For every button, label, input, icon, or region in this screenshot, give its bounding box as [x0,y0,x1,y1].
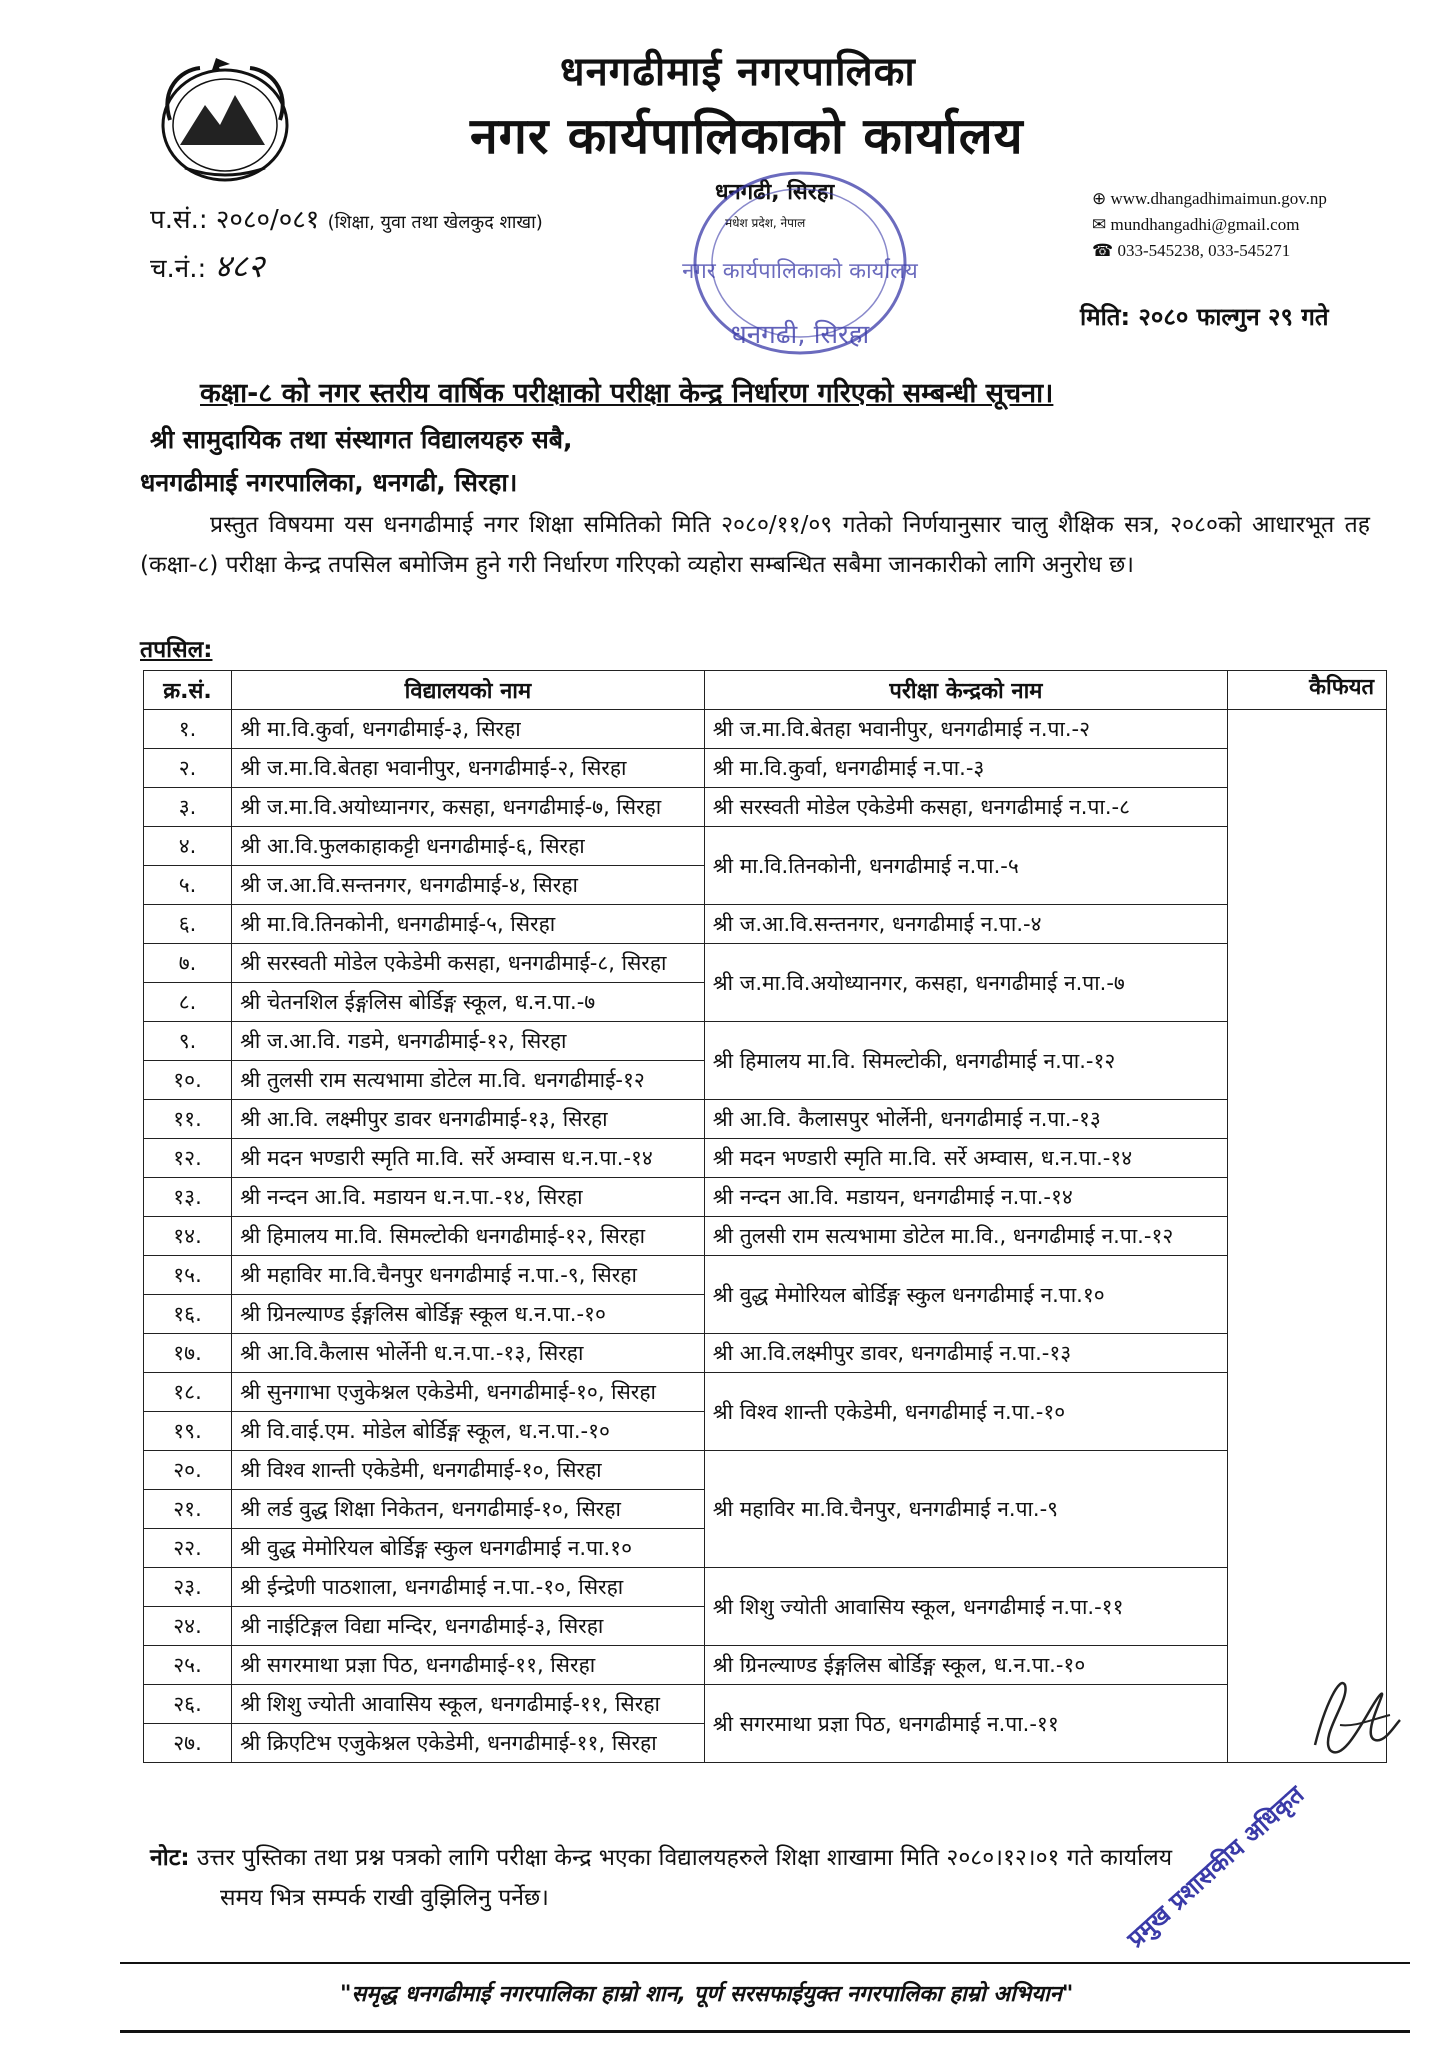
school-name-cell: श्री सरस्वती मोडेल एकेडेमी कसहा, धनगढीमाई-८, सिरहा [232,944,705,983]
school-name-cell: श्री महाविर मा.वि.चैनपुर धनगढीमाई न.पा.-९, सिरहा [232,1256,705,1295]
table-row [144,710,1387,749]
header-center: परीक्षा केन्द्रको नाम [704,671,1227,710]
signature [1300,1665,1410,1775]
municipality-name: धनगढीमाई नगरपालिका [560,49,916,95]
globe-icon: ⊕ [1092,189,1107,208]
serial-number-cell: ९. [144,1022,232,1061]
letter-subject: कक्षा-८ को नगर स्तरीय वार्षिक परीक्षाको परीक्षा केन्द्र निर्धारण गरिएको सम्बन्धी सूचना। [200,378,1054,409]
exam-center-cell: श्री हिमालय मा.वि. सिमल्टोकी, धनगढीमाई न.पा.-१२ [704,1022,1227,1100]
dispatch-number [150,244,264,287]
office-stamp [680,168,920,378]
ref-dept: (शिक्षा, युवा तथा खेलकुद शाखा) [327,212,543,233]
school-name-cell: श्री लर्ड वुद्ध शिक्षा निकेतन, धनगढीमाई-१०, सिरहा [232,1490,705,1529]
school-name-cell: श्री मा.वि.तिनकोनी, धनगढीमाई-५, सिरहा [232,905,705,944]
serial-number-cell: ७. [144,944,232,983]
exam-center-cell: श्री ग्रिनल्याण्ड ईङ्गलिस बोर्डिङ्ग स्कूल, ध.न.पा.-१० [704,1646,1227,1685]
exam-center-table [143,670,1387,1763]
serial-number-cell: ११. [144,1100,232,1139]
table-row [144,1334,1387,1373]
header-serial: क्र.सं. [144,671,232,710]
serial-number-cell: १०. [144,1061,232,1100]
school-name-cell: श्री आ.वि.कैलास भोर्लेनी ध.न.पा.-१३, सिरहा [232,1334,705,1373]
header-remarks: कैफियत [1228,671,1387,710]
signatory-title: प्रमुख प्रशासकीय अधिकृत [1122,1780,1310,1954]
school-name-cell: श्री ज.आ.वि. गडमे, धनगढीमाई-१२, सिरहा [232,1022,705,1061]
exam-center-cell: श्री मा.वि.कुर्वा, धनगढीमाई न.पा.-३ [704,749,1227,788]
serial-number-cell: २१. [144,1490,232,1529]
note-text-continued: समय भित्र सम्पर्क राखी वुझिलिनु पर्नेछ। [220,1885,549,1911]
table-row [144,1100,1387,1139]
serial-number-cell: २. [144,749,232,788]
reference-number [150,200,543,236]
serial-number-cell: २६. [144,1685,232,1724]
serial-number-cell: २०. [144,1451,232,1490]
footer-divider-bottom [120,2030,1410,2033]
exam-center-cell: श्री सरस्वती मोडेल एकेडेमी कसहा, धनगढीमाई न.पा.-८ [704,788,1227,827]
school-name-cell: श्री तुलसी राम सत्यभामा डोटेल मा.वि. धनगढीमाई-१२ [232,1061,705,1100]
table-row [144,1451,1387,1490]
school-name-cell: श्री वि.वाई.एम. मोडेल बोर्डिङ्ग स्कूल, ध.न.पा.-१० [232,1412,705,1451]
school-name-cell: श्री आ.वि. लक्ष्मीपुर डावर धनगढीमाई-१३, सिरहा [232,1100,705,1139]
table-row [144,1256,1387,1295]
school-name-cell: श्री शिशु ज्योती आवासिय स्कूल, धनगढीमाई-११, सिरहा [232,1685,705,1724]
note-text: उत्तर पुस्तिका तथा प्रश्न पत्रको लागि परीक्षा केन्द्र भएका विद्यालयहरुले शिक्षा शाखामा मिति २०८०।१२।०१ गते कार्यालय [196,1845,1173,1871]
office-province: मधेश प्रदेश, नेपाल [725,216,806,230]
note-label: नोट: [150,1845,190,1871]
table-row [144,749,1387,788]
contact-block [1092,186,1327,264]
table-row [144,1685,1387,1724]
school-name-cell: श्री हिमालय मा.वि. सिमल्टोकी धनगढीमाई-१२, सिरहा [232,1217,705,1256]
serial-number-cell: २२. [144,1529,232,1568]
exam-center-cell: श्री महाविर मा.वि.चैनपुर, धनगढीमाई न.पा.-९ [704,1451,1227,1568]
office-name: नगर कार्यपालिकाको कार्यालय [470,107,1024,165]
serial-number-cell: ४. [144,827,232,866]
email-row [1092,212,1327,238]
exam-center-cell: श्री ज.मा.वि.बेतहा भवानीपुर, धनगढीमाई न.पा.-२ [704,710,1227,749]
school-name-cell: श्री क्रिएटिभ एजुकेश्नल एकेडेमी, धनगढीमाई-११, सिरहा [232,1724,705,1763]
phone-row [1092,238,1327,264]
school-name-cell: श्री सगरमाथा प्रज्ञा पिठ, धनगढीमाई-११, सिरहा [232,1646,705,1685]
serial-number-cell: ३. [144,788,232,827]
serial-number-cell: २४. [144,1607,232,1646]
exam-center-cell: श्री वुद्ध मेमोरियल बोर्डिङ्ग स्कुल धनगढीमाई न.पा.१० [704,1256,1227,1334]
tapsil-label: तपसिल: [140,637,213,663]
school-name-cell: श्री ईन्द्रेणी पाठशाला, धनगढीमाई न.पा.-१०, सिरहा [232,1568,705,1607]
exam-center-cell: श्री आ.वि. कैलासपुर भोर्लेनी, धनगढीमाई न.पा.-१३ [704,1100,1227,1139]
table-row [144,1022,1387,1061]
serial-number-cell: ६. [144,905,232,944]
serial-number-cell: १२. [144,1139,232,1178]
email-icon: ✉ [1092,215,1107,234]
school-name-cell: श्री ज.मा.वि.बेतहा भवानीपुर, धनगढीमाई-२, सिरहा [232,749,705,788]
school-name-cell: श्री ज.मा.वि.अयोध्यानगर, कसहा, धनगढीमाई-७, सिरहा [232,788,705,827]
government-emblem-icon [150,50,300,190]
table-row [144,827,1387,866]
school-name-cell: श्री नन्दन आ.वि. मडायन ध.न.पा.-१४, सिरहा [232,1178,705,1217]
remarks-cell [1228,710,1387,1763]
footer-divider-top [120,1962,1410,1964]
header-school: विद्यालयको नाम [232,671,705,710]
serial-number-cell: १५. [144,1256,232,1295]
table-row [144,1568,1387,1607]
table-row [144,788,1387,827]
exam-center-cell: श्री ज.आ.वि.सन्तनगर, धनगढीमाई न.पा.-४ [704,905,1227,944]
school-name-cell: श्री आ.वि.फुलकाहाकट्टी धनगढीमाई-६, सिरहा [232,827,705,866]
serial-number-cell: १९. [144,1412,232,1451]
school-name-cell: श्री ग्रिनल्याण्ड ईङ्गलिस बोर्डिङ्ग स्कूल ध.न.पा.-१० [232,1295,705,1334]
table-header-row [144,671,1387,710]
exam-center-cell: श्री ज.मा.वि.अयोध्यानगर, कसहा, धनगढीमाई न.पा.-७ [704,944,1227,1022]
serial-number-cell: २३. [144,1568,232,1607]
serial-number-cell: १३. [144,1178,232,1217]
phone-icon: ☎ [1092,241,1114,260]
exam-center-cell: श्री शिशु ज्योती आवासिय स्कूल, धनगढीमाई न.पा.-११ [704,1568,1227,1646]
serial-number-cell: १८. [144,1373,232,1412]
school-name-cell: श्री विश्व शान्ती एकेडेमी, धनगढीमाई-१०, सिरहा [232,1451,705,1490]
exam-center-cell: श्री आ.वि.लक्ष्मीपुर डावर, धनगढीमाई न.पा.-१३ [704,1334,1227,1373]
exam-center-cell: श्री मा.वि.तिनकोनी, धनगढीमाई न.पा.-५ [704,827,1227,905]
email-link[interactable]: mundhangadhi@gmail.com [1110,215,1300,234]
school-name-cell: श्री मदन भण्डारी स्मृति मा.वि. सर्रे अम्वास ध.न.पा.-१४ [232,1139,705,1178]
serial-number-cell: १४. [144,1217,232,1256]
table-row [144,1217,1387,1256]
school-name-cell: श्री मा.वि.कुर्वा, धनगढीमाई-३, सिरहा [232,710,705,749]
table-row [144,905,1387,944]
exam-center-cell: श्री सगरमाथा प्रज्ञा पिठ, धनगढीमाई न.पा.-११ [704,1685,1227,1763]
footer-slogan: "समृद्ध धनगढीमाई नगरपालिका हाम्रो शान, पूर्ण सरसफाईयुक्त नगरपालिका हाम्रो अभियान" [340,1982,1074,2007]
stamp-text-top: नगर कार्यपालिकाको कार्यालय [682,259,918,284]
ref-value: २०८०/०८१ [215,205,320,235]
phone-numbers: 033-545238, 033-545271 [1117,241,1291,260]
table-row [144,1139,1387,1178]
serial-number-cell: २७. [144,1724,232,1763]
school-name-cell: श्री चेतनशिल ईङ्गलिस बोर्डिङ्ग स्कूल, ध.न.पा.-७ [232,983,705,1022]
table-row [144,1178,1387,1217]
exam-center-cell: श्री विश्व शान्ती एकेडेमी, धनगढीमाई न.पा.-१० [704,1373,1227,1451]
dispatch-value: ४८२ [214,247,265,285]
school-name-cell: श्री नाईटिङ्गल विद्या मन्दिर, धनगढीमाई-३, सिरहा [232,1607,705,1646]
website-row [1092,186,1327,212]
stamp-text-bottom: धनगढी, सिरहा [730,320,870,350]
school-name-cell: श्री सुनगाभा एजुकेश्नल एकेडेमी, धनगढीमाई-१०, सिरहा [232,1373,705,1412]
table-row [144,1646,1387,1685]
letter-date: मिति: २०८० फाल्गुन २९ गते [1080,303,1329,331]
school-name-cell: श्री ज.आ.वि.सन्तनगर, धनगढीमाई-४, सिरहा [232,866,705,905]
school-name-cell: श्री वुद्ध मेमोरियल बोर्डिङ्ग स्कुल धनगढीमाई न.पा.१० [232,1529,705,1568]
serial-number-cell: १७. [144,1334,232,1373]
serial-number-cell: ५. [144,866,232,905]
letter-body: प्रस्तुत विषयमा यस धनगढीमाई नगर शिक्षा समितिको मिति २०८०/११/०९ गतेको निर्णयानुसार चालु शैक्षिक सत्र, २०८०को आधारभूत तह (कक्षा-८) परीक्षा केन्द्र तपसिल बमोजिम हुने गरी निर्धारण गरिएको व्यहोरा सम्बन्धित सबैमा जानकारीको लागि अनुरोध छ। [140,512,1370,578]
ref-label: प.सं.: [150,205,208,235]
exam-center-cell: श्री तुलसी राम सत्यभामा डोटेल मा.वि., धनगढीमाई न.पा.-१२ [704,1217,1227,1256]
serial-number-cell: १६. [144,1295,232,1334]
addressee-line1: श्री सामुदायिक तथा संस्थागत विद्यालयहरु सबै, [150,425,573,454]
serial-number-cell: ८. [144,983,232,1022]
office-location: धनगढी, सिरहा [715,180,835,205]
serial-number-cell: १. [144,710,232,749]
website-link[interactable]: www.dhangadhimaimun.gov.np [1110,189,1327,208]
table-row [144,944,1387,983]
serial-number-cell: २५. [144,1646,232,1685]
dispatch-label: च.नं.: [150,254,207,284]
exam-center-cell: श्री मदन भण्डारी स्मृति मा.वि. सर्रे अम्वास, ध.न.पा.-१४ [704,1139,1227,1178]
exam-center-cell: श्री नन्दन आ.वि. मडायन, धनगढीमाई न.पा.-१४ [704,1178,1227,1217]
table-row [144,1373,1387,1412]
table-body [144,710,1387,1763]
addressee-line2: धनगढीमाई नगरपालिका, धनगढी, सिरहा। [140,468,518,497]
